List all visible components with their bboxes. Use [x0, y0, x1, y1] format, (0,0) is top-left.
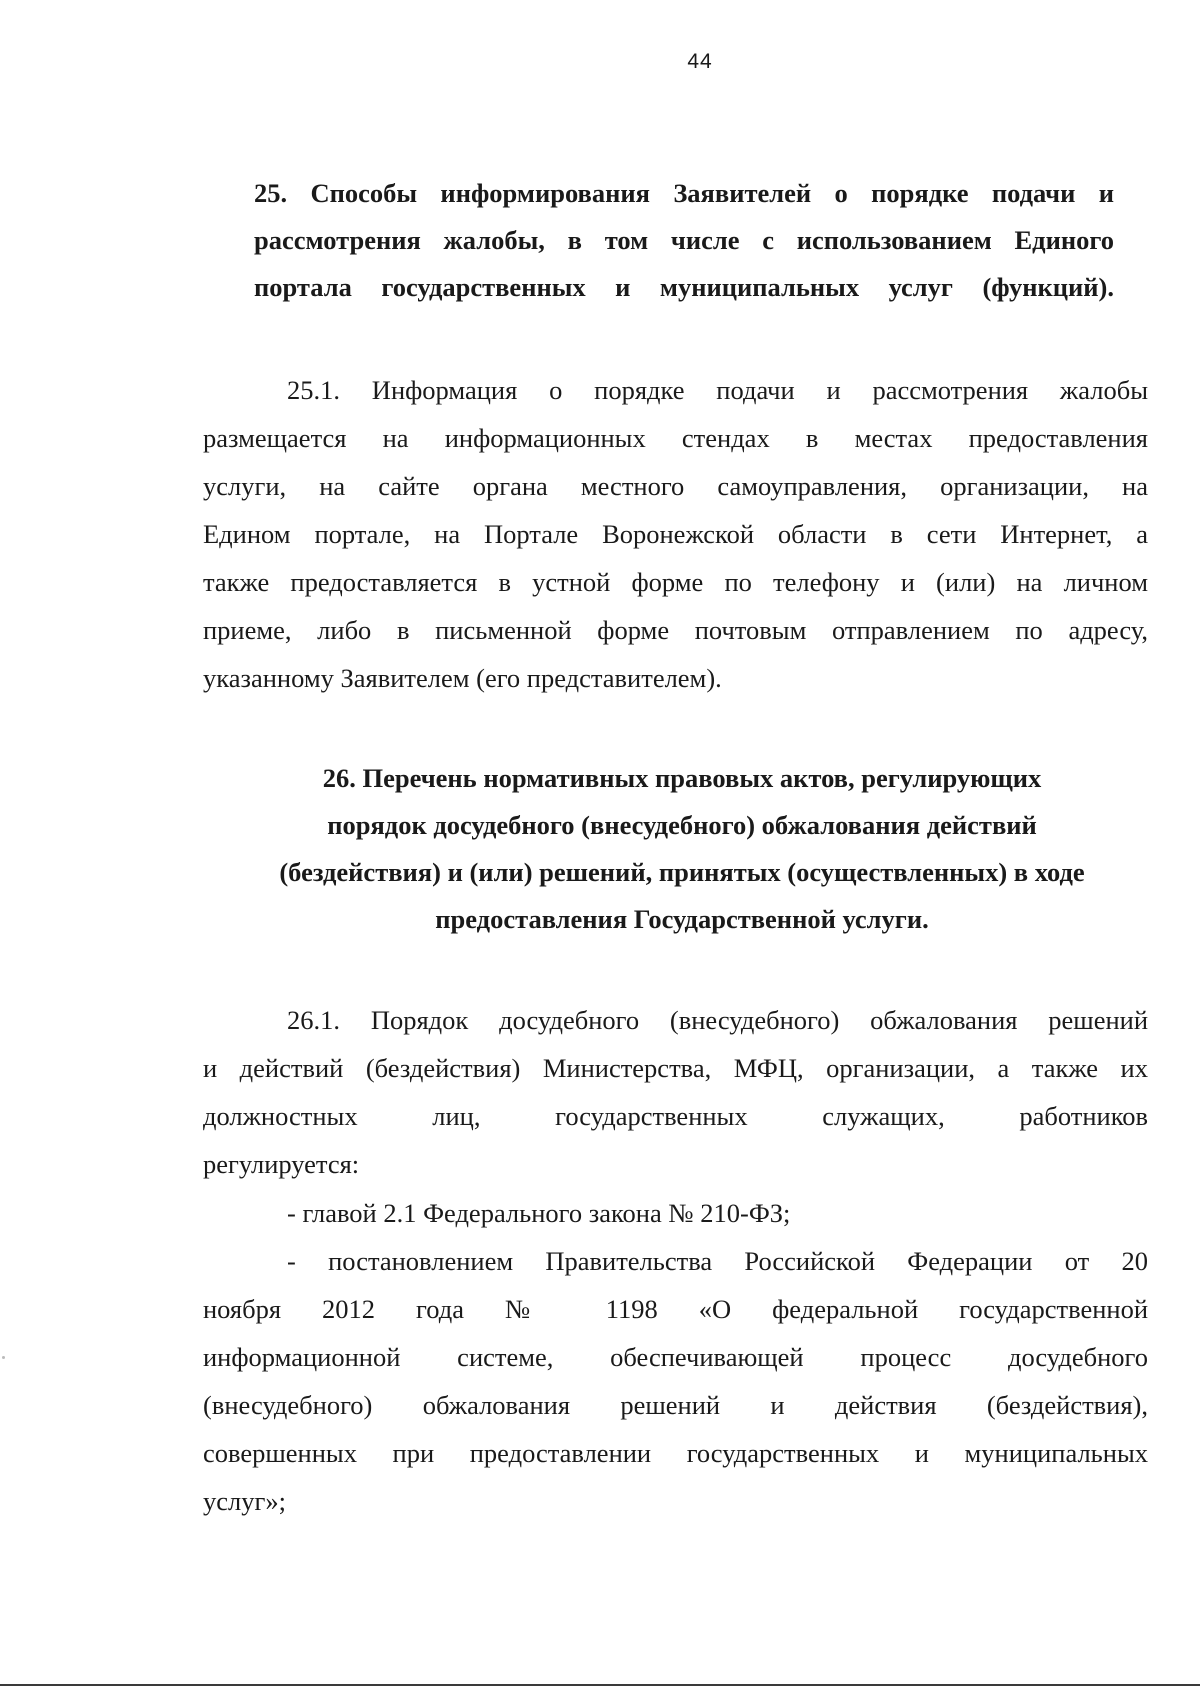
section-25-heading-line: рассмотрения жалобы, в том числе с использованием Единого	[254, 225, 1114, 255]
paragraph-line: и действий (бездействия) Министерства, МФЦ, организации, а также их	[203, 1053, 1148, 1083]
page-bottom-rule	[0, 1684, 1200, 1686]
paragraph-26-1	[203, 996, 1148, 1188]
paragraph-line: размещается на информационных стендах в местах предоставления	[203, 423, 1148, 453]
paragraph-line: 26.1. Порядок досудебного (внесудебного) обжалования решений	[287, 1005, 1148, 1035]
paragraph-line: услуги, на сайте органа местного самоуправления, организации, на	[203, 471, 1148, 501]
list-item-line: - постановлением Правительства Российской Федерации от 20	[287, 1246, 1148, 1276]
list-item-line: ноября 2012 года № 1198 «О федеральной государственной	[203, 1294, 1148, 1324]
paragraph-line: должностных лиц, государственных служащих, работников	[203, 1101, 1148, 1131]
section-25-heading-line: 25. Способы информирования Заявителей о порядке подачи и	[254, 178, 1114, 208]
scan-artifact-dot	[2, 1356, 5, 1359]
page-number: 44	[687, 50, 713, 73]
paragraph-line: указанному Заявителем (его представителем).	[203, 663, 722, 693]
section-25-heading-line: портала государственных и муниципальных услуг (функций).	[254, 272, 1114, 302]
paragraph-line: приеме, либо в письменной форме почтовым отправлением по адресу,	[203, 615, 1148, 645]
list-item-line: услуг»;	[203, 1486, 286, 1516]
list-item-resolution-1198	[203, 1237, 1148, 1525]
paragraph-line: 25.1. Информация о порядке подачи и рассмотрения жалобы	[287, 375, 1148, 405]
list-item-line: информационной системе, обеспечивающей процесс досудебного	[203, 1342, 1148, 1372]
section-26-heading-line: порядок досудебного (внесудебного) обжалования действий	[327, 810, 1037, 840]
list-item-text: - главой 2.1 Федерального закона № 210-ФЗ;	[287, 1198, 791, 1228]
list-item-law-210	[203, 1189, 1148, 1237]
section-25-heading	[254, 170, 1114, 311]
list-item-line: совершенных при предоставлении государственных и муниципальных	[203, 1438, 1148, 1468]
paragraph-line: Едином портале, на Портале Воронежской области в сети Интернет, а	[203, 519, 1148, 549]
section-26-heading-line: (бездействия) и (или) решений, принятых (осуществленных) в ходе	[279, 857, 1085, 887]
section-26-heading	[180, 755, 1184, 943]
section-26-heading-line: предоставления Государственной услуги.	[435, 904, 929, 934]
paragraph-25-1	[203, 366, 1148, 702]
paragraph-line: регулируется:	[203, 1149, 360, 1179]
paragraph-line: также предоставляется в устной форме по телефону и (или) на личном	[203, 567, 1148, 597]
list-item-line: (внесудебного) обжалования решений и действия (бездействия),	[203, 1390, 1148, 1420]
section-26-heading-line: 26. Перечень нормативных правовых актов, регулирующих	[322, 763, 1042, 793]
